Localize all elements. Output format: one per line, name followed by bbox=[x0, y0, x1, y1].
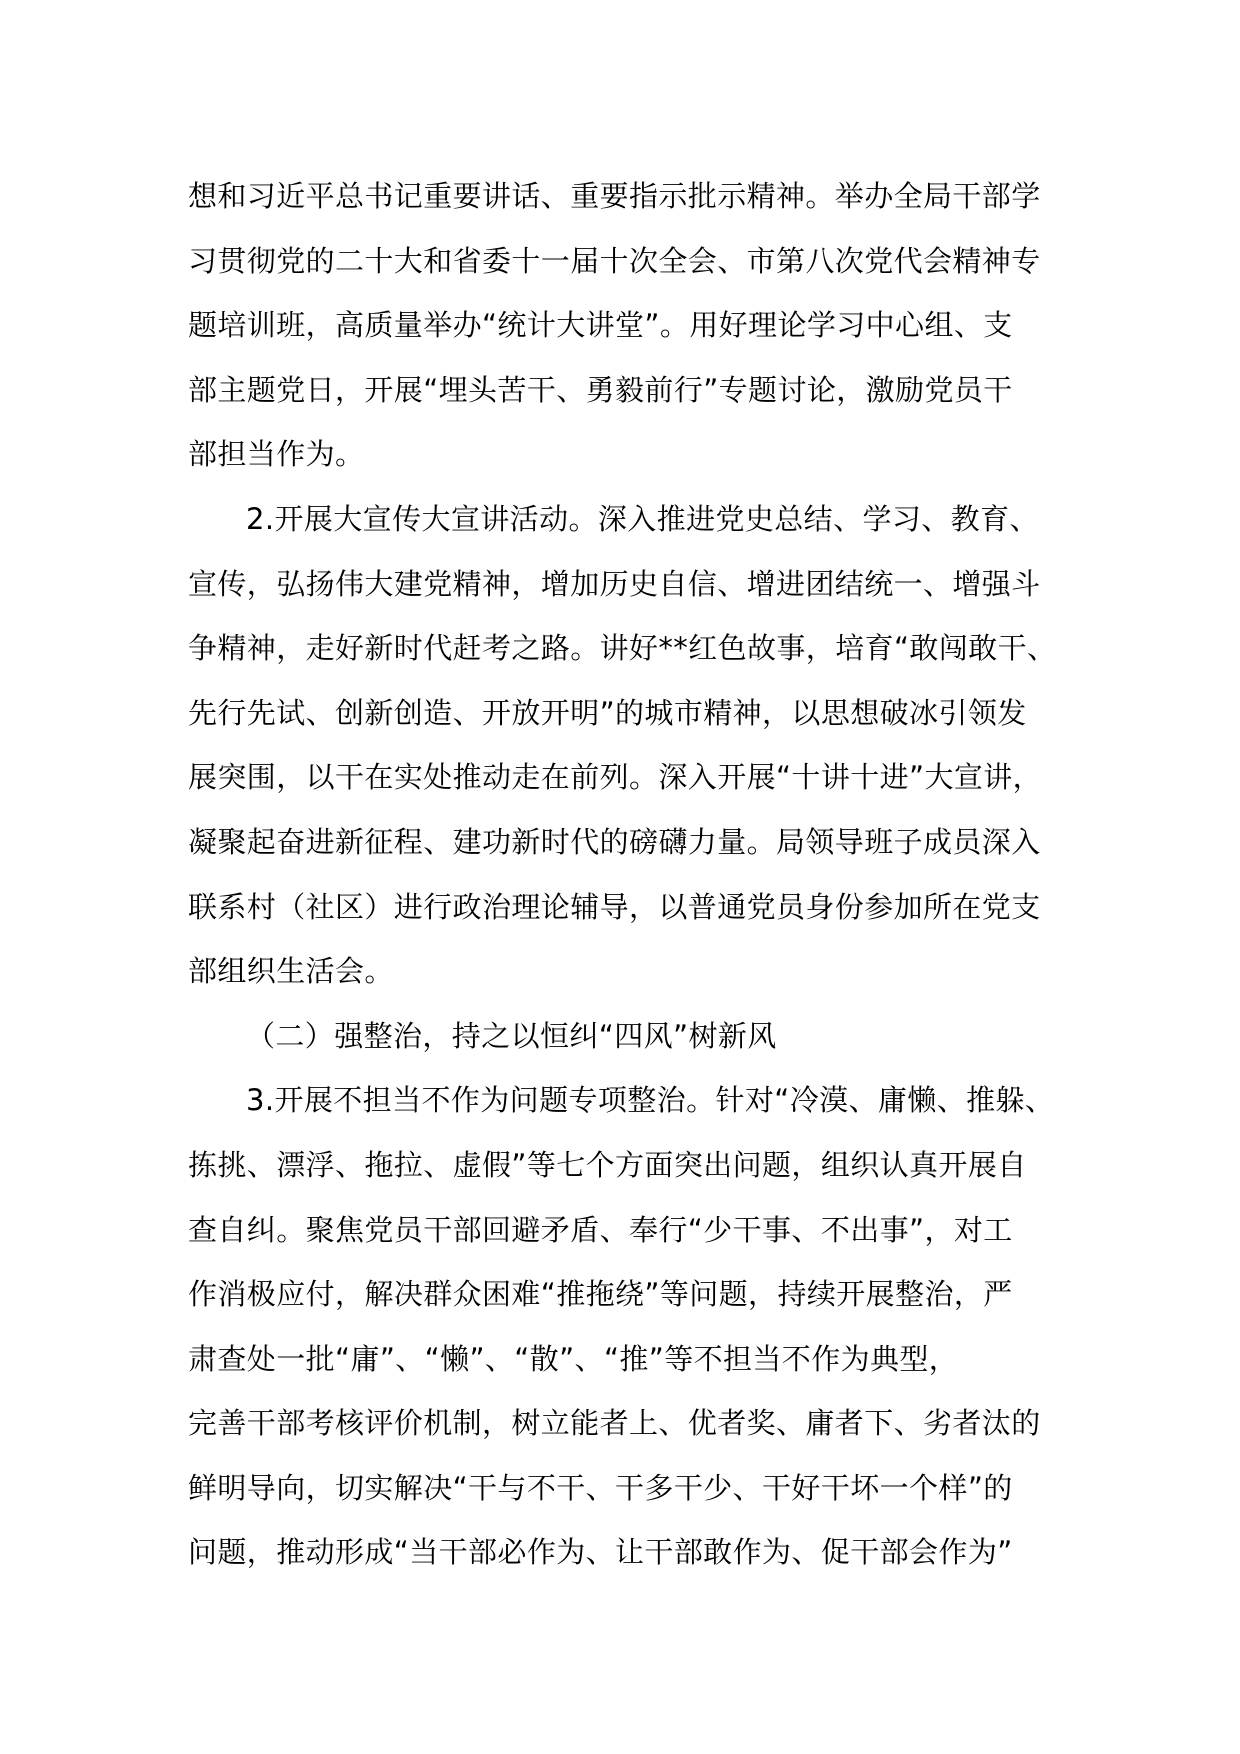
text-line: 联系村（社区）进行政治理论辅导，以普通党员身份参加所在党支 bbox=[188, 889, 1041, 924]
text-line: 部担当作为。 bbox=[188, 437, 365, 472]
paragraph-heading-2: 2.开展大宣传大宣讲活动。深入推进党史总结、学习、教育、 bbox=[246, 501, 1039, 536]
text-line: 凝聚起奋进新征程、建功新时代的磅礴力量。局领导班子成员深入 bbox=[188, 824, 1041, 859]
text-line: 先行先试、创新创造、开放开明”的城市精神，以思想破冰引领发 bbox=[188, 695, 1027, 730]
text-line: 拣挑、漂浮、拖拉、虚假”等七个方面突出问题，组织认真开展自 bbox=[188, 1147, 1027, 1182]
text-line: 肃查处一批“庸”、“懒”、“散”、“推”等不担当不作为典型， bbox=[188, 1341, 959, 1376]
document-body bbox=[188, 164, 1088, 1585]
text-line: 题培训班，高质量举办“统计大讲堂”。用好理论学习中心组、支 bbox=[188, 308, 1013, 343]
text-line: 部主题党日，开展“埋头苦干、勇毅前行”专题讨论，激励党员干 bbox=[188, 372, 1013, 407]
text-line: 部组织生活会。 bbox=[188, 954, 394, 989]
text-line: 作消极应付，解决群众困难“推拖绕”等问题，持续开展整治，严 bbox=[188, 1277, 1013, 1312]
text-line: 展突围，以干在实处推动走在前列。深入开展“十讲十进”大宣讲， bbox=[188, 760, 1043, 795]
text-line: 鲜明导向，切实解决“干与不干、干多干少、干好干坏一个样”的 bbox=[188, 1470, 1013, 1505]
text-line: 争精神，走好新时代赶考之路。讲好**红色故事，培育“敢闯敢干、 bbox=[188, 631, 1057, 666]
paragraph-heading-3: 3.开展不担当不作为问题专项整治。针对“冷漠、庸懒、推躲、 bbox=[246, 1083, 1055, 1118]
text-line: 宣传，弘扬伟大建党精神，增加历史自信、增进团结统一、增强斗 bbox=[188, 566, 1041, 601]
text-line: 习贯彻党的二十大和省委十一届十次全会、市第八次党代会精神专 bbox=[188, 243, 1041, 278]
section-heading: （二）强整治，持之以恒纠“四风”树新风 bbox=[246, 1018, 777, 1053]
text-line: 完善干部考核评价机制，树立能者上、优者奖、庸者下、劣者汰的 bbox=[188, 1406, 1041, 1441]
text-line: 问题，推动形成“当干部必作为、让干部敢作为、促干部会作为” bbox=[188, 1535, 1013, 1570]
text-line: 想和习近平总书记重要讲话、重要指示批示精神。举办全局干部学 bbox=[188, 179, 1041, 213]
text-line: 查自纠。聚焦党员干部回避矛盾、奉行“少干事、不出事”，对工 bbox=[188, 1212, 1013, 1247]
